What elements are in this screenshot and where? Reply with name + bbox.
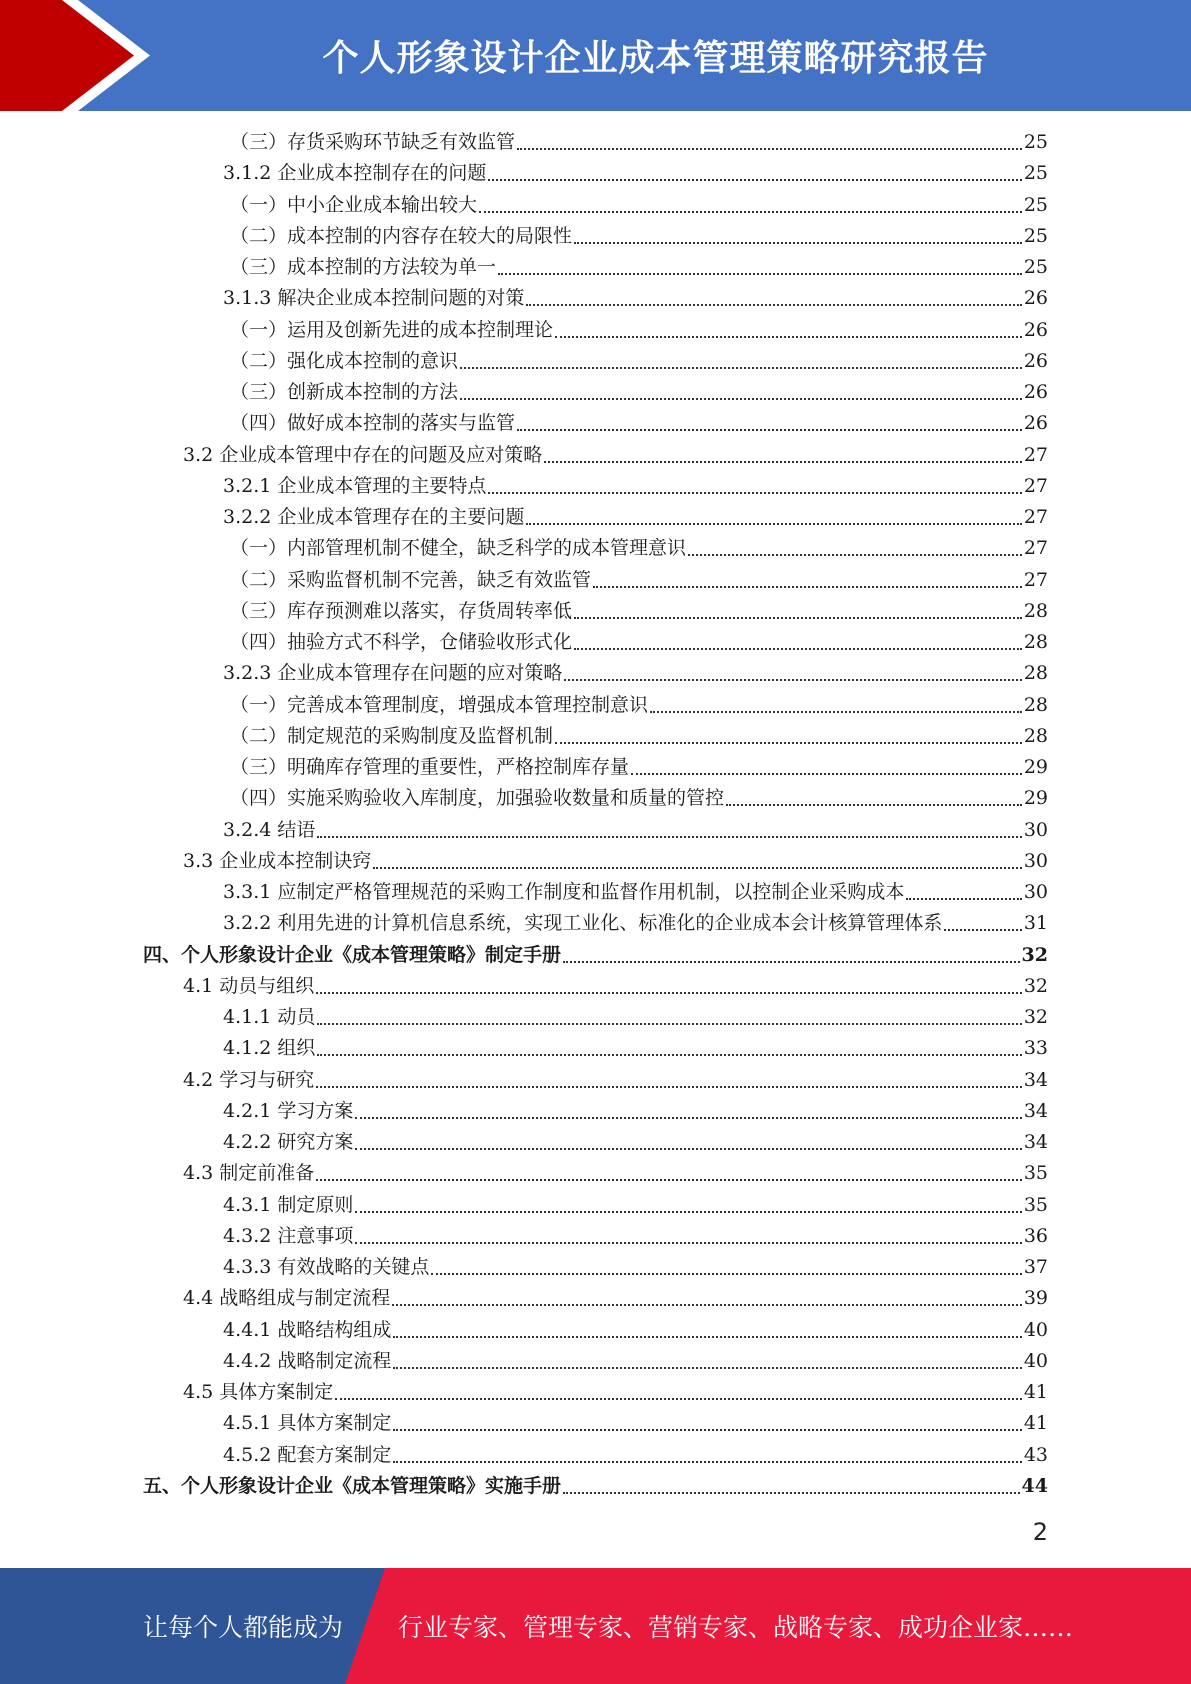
- toc-entry-title: 3.2 企业成本管理中存在的问题及应对策略: [183, 443, 543, 466]
- toc-entry-title: 4.2.2 研究方案: [223, 1131, 354, 1153]
- toc-entry[interactable]: [230, 377, 1048, 408]
- toc-entry-page: 27: [1023, 537, 1048, 560]
- toc-entry-title: 4.1.2 组织: [223, 1037, 316, 1060]
- toc-entry[interactable]: [143, 1471, 1048, 1502]
- toc-entry-title: 3.2.1 企业成本管理的主要特点: [223, 474, 487, 497]
- toc-leader-dots: [373, 867, 1022, 869]
- toc-entry-page: 28: [1023, 693, 1048, 716]
- toc-entry[interactable]: [230, 690, 1048, 721]
- footer-slogan-left: 让每个人都能成为: [143, 1613, 344, 1642]
- toc-entry[interactable]: [223, 1127, 1048, 1158]
- toc-leader-dots: [393, 1336, 1021, 1338]
- toc-entry-page: 25: [1023, 162, 1048, 185]
- document-title: 个人形象设计企业成本管理策略研究报告: [322, 38, 989, 79]
- toc-entry-page: 27: [1023, 568, 1048, 591]
- toc-entry[interactable]: [230, 127, 1048, 158]
- toc-leader-dots: [316, 992, 1022, 994]
- toc-leader-dots: [479, 211, 1022, 213]
- toc-leader-dots: [355, 1211, 1021, 1213]
- toc-entry-page: 32: [1023, 974, 1048, 997]
- toc-leader-dots: [555, 742, 1022, 744]
- toc-leader-dots: [392, 1304, 1022, 1306]
- toc-entry[interactable]: [183, 846, 1048, 877]
- toc-entry-title: 3.1.2 企业成本控制存在的问题: [223, 162, 487, 185]
- toc-leader-dots: [393, 1367, 1021, 1369]
- toc-entry-page: 43: [1023, 1443, 1048, 1466]
- toc-entry-page: 26: [1023, 318, 1048, 341]
- toc-entry-page: 41: [1023, 1412, 1048, 1435]
- toc-leader-dots: [355, 1117, 1021, 1119]
- toc-leader-dots: [498, 273, 1022, 275]
- toc-entry[interactable]: [223, 1252, 1048, 1283]
- toc-entry-page: 40: [1023, 1349, 1048, 1372]
- toc-entry-page: 39: [1023, 1287, 1048, 1310]
- toc-entry-page: 34: [1023, 1099, 1048, 1122]
- toc-entry[interactable]: [223, 283, 1048, 314]
- toc-entry-page: 29: [1023, 756, 1048, 778]
- footer-slogan-right: 行业专家、管理专家、营销专家、战略专家、成功企业家……: [398, 1613, 1074, 1642]
- toc-entry-page: 27: [1023, 443, 1048, 466]
- toc-entry-page: 30: [1023, 818, 1048, 841]
- toc-entry-page: 40: [1023, 1318, 1048, 1341]
- toc-leader-dots: [564, 679, 1021, 681]
- toc-leader-dots: [526, 304, 1021, 306]
- toc-leader-dots: [526, 523, 1021, 525]
- toc-entry-title: 3.2.2 企业成本管理存在的主要问题: [223, 506, 525, 528]
- toc-entry-title: （一）内部管理机制不健全，缺乏科学的成本管理意识: [230, 537, 687, 560]
- toc-entry[interactable]: [230, 565, 1048, 596]
- toc-entry-page: 28: [1023, 662, 1048, 685]
- toc-entry-page: 28: [1023, 724, 1048, 747]
- toc-entry[interactable]: [183, 1158, 1048, 1189]
- toc-leader-dots: [906, 898, 1021, 900]
- toc-leader-dots: [335, 1398, 1022, 1400]
- toc-leader-dots: [355, 1242, 1021, 1244]
- toc-entry-page: 27: [1023, 474, 1048, 497]
- toc-entry-title: （一）完善成本管理制度，增强成本管理控制意识: [230, 693, 649, 716]
- toc-entry-page: 28: [1023, 631, 1048, 653]
- toc-entry[interactable]: [223, 815, 1048, 846]
- toc-entry-title: （二）制定规范的采购制度及监督机制: [230, 724, 554, 747]
- toc-entry-title: 3.2.3 企业成本管理存在问题的应对策略: [223, 662, 563, 685]
- toc-entry-title: 四、个人形象设计企业《成本管理策略》制定手册: [143, 943, 562, 966]
- toc-leader-dots: [517, 429, 1022, 431]
- toc-entry[interactable]: [223, 877, 1048, 908]
- toc-leader-dots: [574, 242, 1022, 244]
- toc-entry[interactable]: [230, 533, 1048, 564]
- toc-entry-title: （三）明确库存管理的重要性，严格控制库存量: [230, 756, 630, 778]
- toc-entry[interactable]: [230, 596, 1048, 627]
- toc-entry-page: 25: [1023, 224, 1048, 247]
- toc-leader-dots: [544, 461, 1022, 463]
- toc-leader-dots: [631, 773, 1022, 775]
- toc-leader-dots: [563, 1492, 1020, 1494]
- toc-entry-title: 3.2.4 结语: [223, 818, 316, 841]
- toc-entry[interactable]: [183, 971, 1048, 1002]
- toc-entry-page: 25: [1023, 193, 1048, 216]
- toc-entry-title: （四）抽验方式不科学，仓储验收形式化: [230, 631, 573, 653]
- toc-entry[interactable]: [143, 940, 1048, 971]
- toc-entry-page: 25: [1023, 256, 1048, 278]
- toc-entry[interactable]: [230, 752, 1048, 783]
- toc-leader-dots: [688, 554, 1022, 556]
- toc-entry-page: 28: [1023, 599, 1048, 622]
- toc-leader-dots: [574, 648, 1022, 650]
- toc-entry[interactable]: [223, 1002, 1048, 1033]
- toc-entry[interactable]: [183, 1377, 1048, 1408]
- toc-entry[interactable]: [223, 1033, 1048, 1064]
- page-footer: [0, 1568, 1191, 1684]
- toc-leader-dots: [650, 711, 1022, 713]
- toc-entry-title: 3.2.2 利用先进的计算机信息系统，实现工业化、标准化的企业成本会计核算管理体系: [223, 912, 943, 935]
- toc-leader-dots: [574, 617, 1022, 619]
- toc-leader-dots: [944, 929, 1021, 931]
- toc-entry-title: 4.2 学习与研究: [183, 1068, 315, 1091]
- toc-entry-title: 3.3.1 应制定严格管理规范的采购工作制度和监督作用机制，以控制企业采购成本: [223, 881, 905, 903]
- toc-entry-title: 4.4.2 战略制定流程: [223, 1349, 392, 1372]
- toc-entry[interactable]: [223, 1190, 1048, 1221]
- toc-entry-page: 34: [1023, 1131, 1048, 1153]
- toc-entry-page: 34: [1023, 1068, 1048, 1091]
- toc-entry[interactable]: [183, 1065, 1048, 1096]
- toc-entry[interactable]: [223, 908, 1048, 939]
- toc-entry[interactable]: [223, 658, 1048, 689]
- toc-entry-title: （三）创新成本控制的方法: [230, 381, 459, 403]
- toc-entry-title: 4.5.1 具体方案制定: [223, 1412, 392, 1435]
- toc-entry[interactable]: [223, 1221, 1048, 1252]
- toc-entry-title: 4.1 动员与组织: [183, 974, 315, 997]
- toc-entry[interactable]: [230, 190, 1048, 221]
- toc-entry-page: 30: [1023, 849, 1048, 872]
- toc-leader-dots: [431, 1273, 1021, 1275]
- toc-entry[interactable]: [230, 783, 1048, 814]
- toc-leader-dots: [517, 148, 1022, 150]
- toc-entry[interactable]: [183, 1283, 1048, 1314]
- chevron-icon: [0, 0, 160, 111]
- toc-entry-title: 4.5.2 配套方案制定: [223, 1443, 392, 1466]
- toc-entry-title: （二）成本控制的内容存在较大的局限性: [230, 224, 573, 247]
- toc-entry-title: 4.3.1 制定原则: [223, 1193, 354, 1216]
- toc-entry-title: （四）做好成本控制的落实与监管: [230, 412, 516, 435]
- toc-entry-title: 4.1.1 动员: [223, 1006, 316, 1028]
- toc-entry-page: 31: [1023, 912, 1048, 935]
- page-header: [0, 0, 1191, 111]
- toc-entry-page: 41: [1023, 1381, 1048, 1403]
- toc-entry[interactable]: [223, 1315, 1048, 1346]
- toc-leader-dots: [593, 586, 1022, 588]
- toc-entry-title: （三）库存预测难以落实，存货周转率低: [230, 599, 573, 622]
- toc-entry-title: 4.3 制定前准备: [183, 1162, 315, 1185]
- toc-entry-page: 35: [1023, 1193, 1048, 1216]
- toc-entry-title: 4.3.3 有效战略的关键点: [223, 1256, 430, 1278]
- toc-entry[interactable]: [230, 252, 1048, 283]
- toc-entry-page: 36: [1023, 1224, 1048, 1247]
- toc-entry-page: 25: [1023, 131, 1048, 153]
- toc-leader-dots: [317, 1023, 1021, 1025]
- toc-leader-dots: [317, 836, 1021, 838]
- toc-entry-title: 4.4 战略组成与制定流程: [183, 1287, 391, 1310]
- toc-entry[interactable]: [230, 315, 1048, 346]
- toc-entry-title: （三）存货采购环节缺乏有效监管: [230, 131, 516, 153]
- toc-entry-page: 29: [1023, 787, 1048, 810]
- toc-leader-dots: [355, 1148, 1021, 1150]
- toc-leader-dots: [393, 1429, 1021, 1431]
- toc-entry[interactable]: [223, 1408, 1048, 1439]
- toc-entry[interactable]: [223, 1440, 1048, 1471]
- toc-entry[interactable]: [230, 627, 1048, 658]
- toc-entry[interactable]: [230, 346, 1048, 377]
- toc-entry[interactable]: [230, 721, 1048, 752]
- toc-entry-page: 32: [1023, 1006, 1048, 1028]
- toc-entry-title: 4.2.1 学习方案: [223, 1099, 354, 1122]
- toc-entry-page: 44: [1021, 1474, 1048, 1497]
- toc-entry-page: 30: [1023, 881, 1048, 903]
- toc-leader-dots: [460, 367, 1022, 369]
- toc-entry-page: 35: [1023, 1162, 1048, 1185]
- toc-entry[interactable]: [230, 221, 1048, 252]
- toc-entry-page: 27: [1023, 506, 1048, 528]
- toc-leader-dots: [555, 336, 1022, 338]
- toc-entry[interactable]: [223, 471, 1048, 502]
- toc-entry-title: （一）中小企业成本输出较大: [230, 193, 478, 216]
- page-number: 2: [1032, 1518, 1048, 1546]
- toc-entry-title: （一）运用及创新先进的成本控制理论: [230, 318, 554, 341]
- toc-entry[interactable]: [230, 408, 1048, 439]
- toc-entry-page: 26: [1023, 412, 1048, 435]
- toc-entry[interactable]: [183, 440, 1048, 471]
- toc-entry-title: 4.4.1 战略结构组成: [223, 1318, 392, 1341]
- toc-leader-dots: [393, 1461, 1021, 1463]
- toc-entry[interactable]: [223, 502, 1048, 533]
- toc-entry-page: 26: [1023, 381, 1048, 403]
- toc-leader-dots: [460, 398, 1022, 400]
- toc-entry[interactable]: [223, 1096, 1048, 1127]
- toc-leader-dots: [726, 804, 1022, 806]
- toc-leader-dots: [316, 1086, 1022, 1088]
- toc-leader-dots: [488, 179, 1021, 181]
- toc-entry-page: 32: [1021, 943, 1048, 966]
- toc-entry-title: 3.3 企业成本控制诀窍: [183, 849, 372, 872]
- toc-entry-title: 4.3.2 注意事项: [223, 1224, 354, 1247]
- toc-leader-dots: [316, 1179, 1022, 1181]
- toc-entry-title: （二）强化成本控制的意识: [230, 349, 459, 372]
- toc-leader-dots: [563, 961, 1020, 963]
- toc-entry-title: （二）采购监督机制不完善，缺乏有效监管: [230, 568, 592, 591]
- toc-entry-title: （三）成本控制的方法较为单一: [230, 256, 497, 278]
- toc-leader-dots: [317, 1054, 1021, 1056]
- toc-leader-dots: [488, 492, 1021, 494]
- toc-entry-title: 3.1.3 解决企业成本控制问题的对策: [223, 287, 525, 310]
- toc-entry-title: （四）实施采购验收入库制度，加强验收数量和质量的管控: [230, 787, 725, 810]
- toc-entry-title: 4.5 具体方案制定: [183, 1381, 334, 1403]
- toc-entry[interactable]: [223, 1346, 1048, 1377]
- toc-entry-page: 26: [1023, 349, 1048, 372]
- toc-entry-title: 五、个人形象设计企业《成本管理策略》实施手册: [143, 1474, 562, 1497]
- toc-entry-page: 37: [1023, 1256, 1048, 1278]
- toc-entry-page: 33: [1023, 1037, 1048, 1060]
- toc-entry-page: 26: [1023, 287, 1048, 310]
- toc-entry[interactable]: [223, 158, 1048, 189]
